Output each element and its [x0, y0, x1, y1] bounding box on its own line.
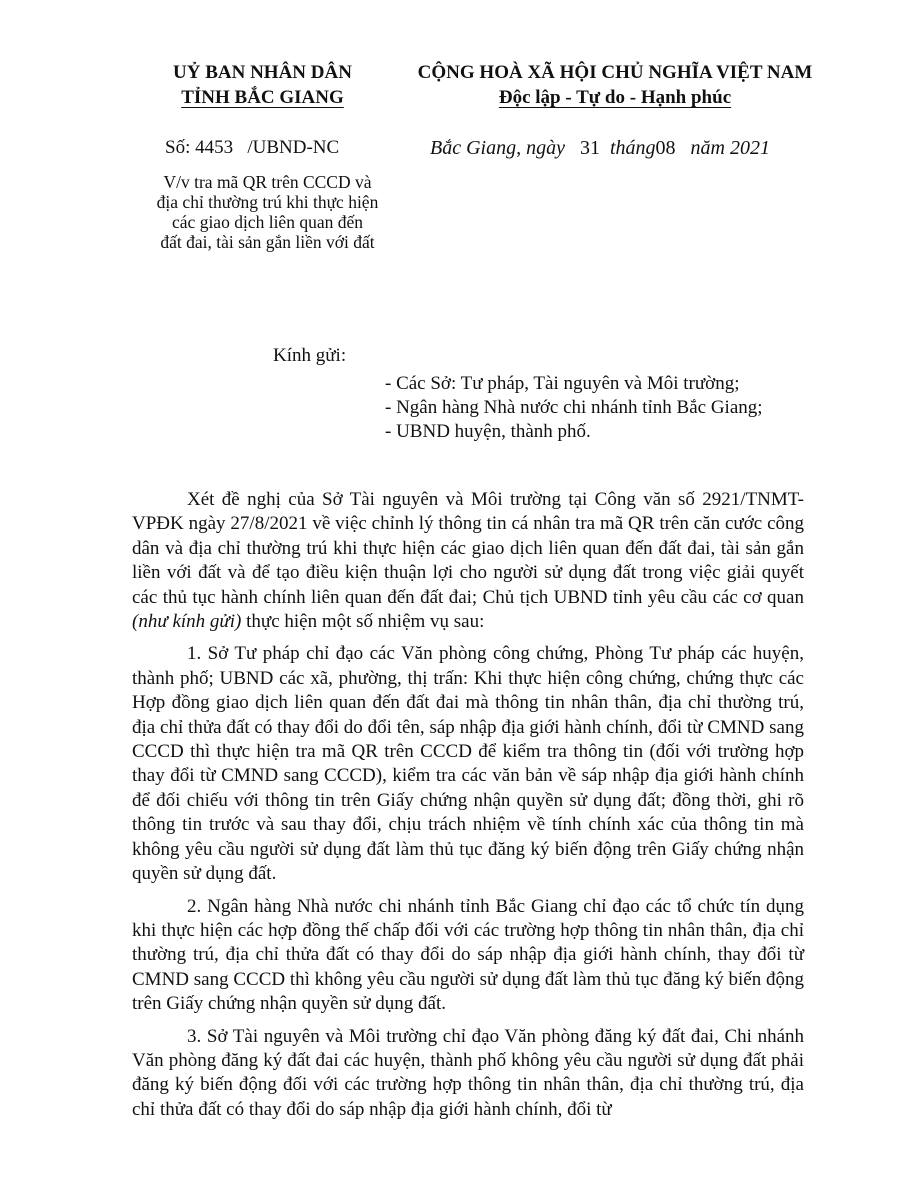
document-number [165, 134, 339, 162]
document-number-suffix: /UBND-NC [247, 137, 340, 158]
nation-name: CỘNG HOÀ XÃ HỘI CHỦ NGHĨA VIỆT NAM [417, 62, 813, 83]
recipient-item: - Các Sở: Tư pháp, Tài nguyên và Môi trường; [385, 373, 740, 394]
recipient-list [385, 372, 763, 444]
task-item-3: 3. Sở Tài nguyên và Môi trường chỉ đạo Văn phòng đăng ký đất đai, Chi nhánh Văn phòng đăng ký đất đai các huyện, thành phố không yêu cầu người sử dụng đất phải đăng ký biến động đối với các trường hợp thông tin nhân thân, địa chỉ thường trú, địa chỉ thửa đất có thay đổi do sáp nhập địa giới hành chính, đổi từ [132, 1025, 804, 1120]
intro-text-a: Xét đề nghị của Sở Tài nguyên và Môi trường tại Công văn số 2921/TNMT-VPĐK ngày 27/8/2021 về việc chỉnh lý thông tin cá nhân tra mã QR trên căn cước công dân và địa chỉ thường trú khi thực hiện các giao dịch liên quan đến đất đai, tài sản gắn liền với đất và để tạo điều kiện thuận lợi cho người sử dụng đất trong việc giải quyết các thủ tục hành chính liên quan đến đất đai; Chủ tịch UBND tỉnh yêu cầu các cơ quan [132, 489, 804, 608]
date-month: 08 [655, 137, 676, 159]
date-year: năm 2021 [690, 137, 770, 159]
date-place: Bắc Giang, ngày [430, 137, 565, 159]
agency-name-line2: TỈNH BẮC GIANG [181, 87, 344, 108]
date-line [430, 134, 770, 162]
salutation: Kính gửi: [273, 345, 347, 366]
intro-text-b: thực hiện một số nhiệm vụ sau: [246, 611, 485, 633]
national-motto: Độc lập - Tự do - Hạnh phúc [498, 87, 732, 108]
recipient-item: - UBND huyện, thành phố. [385, 421, 591, 442]
subject-line: đất đai, tài sản gắn liền với đất [160, 232, 375, 252]
intro-italic: (như kính gửi) [132, 611, 242, 633]
date-month-label: tháng [609, 137, 656, 159]
document-body [132, 488, 804, 1130]
subject-line: V/v tra mã QR trên CCCD và [163, 172, 372, 192]
agency-name-line1: UỶ BAN NHÂN DÂN [173, 62, 352, 83]
subject-line: các giao dịch liên quan đến [172, 212, 363, 232]
recipient-item: - Ngân hàng Nhà nước chi nhánh tỉnh Bắc Giang; [385, 397, 763, 418]
task-item-1: 1. Sở Tư pháp chỉ đạo các Văn phòng công chứng, Phòng Tư pháp các huyện, thành phố; UBND các xã, phường, thị trấn: Khi thực hiện công chứng, chứng thực các Hợp đồng giao dịch liên quan đến đất đai mà thông tin nhân thân, địa chỉ thường trú, địa chỉ thửa đất có thay đổi do đổi tên, sáp nhập địa giới hành chính, đổi từ CMND sang CCCD thì thực hiện tra mã QR trên CCCD để kiểm tra thông tin (đối với trường hợp thay đổi từ CMND sang CCCD), kiểm tra các văn bản về sáp nhập địa giới hành chính để đối chiếu với thông tin trên Giấy chứng nhận quyền sử dụng đất; đồng thời, ghi rõ thông tin trước và sau thay đổi, chịu trách nhiệm về tính chính xác của thông tin mà không yêu cầu người sử dụng đất làm thủ tục đăng ký biến động trên Giấy chứng nhận quyền sử dụng đất. [132, 643, 804, 885]
national-motto-header [405, 60, 825, 110]
date-day: 31 [579, 137, 600, 159]
issuing-agency-header [130, 60, 395, 110]
document-number-prefix: Số: 4453 [165, 137, 234, 158]
task-item-2: 2. Ngân hàng Nhà nước chi nhánh tỉnh Bắc Giang chỉ đạo các tổ chức tín dụng khi thực hiện các hợp đồng thế chấp đối với các trường hợp thông tin nhân thân, địa chỉ thường trú, địa chỉ thửa đất có thay đổi do sáp nhập địa giới hành chính, thay đổi từ CMND sang CCCD thì không yêu cầu người sử dụng đất làm thủ tục đăng ký biến động trên Giấy chứng nhận quyền sử dụng đất. [132, 895, 804, 1015]
intro-paragraph [132, 488, 804, 634]
subject-summary [125, 172, 410, 252]
subject-line: địa chỉ thường trú khi thực hiện [156, 192, 379, 212]
